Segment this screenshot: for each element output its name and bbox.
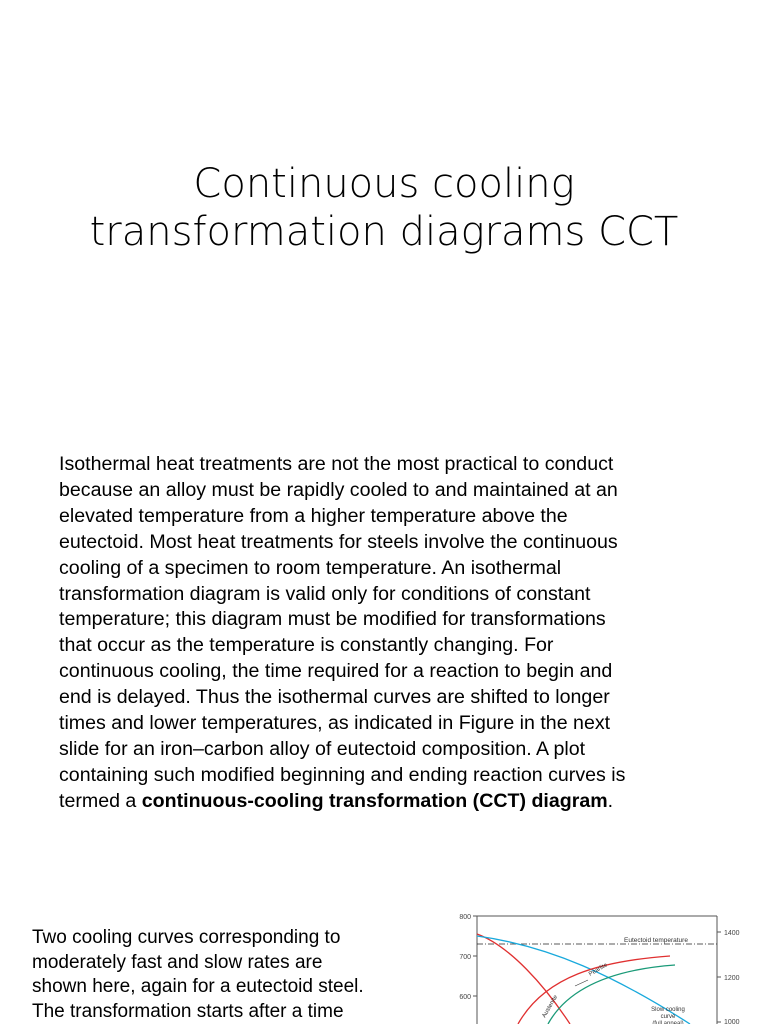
left-tick-label: 700 [459, 954, 471, 961]
right-tick-label: 1400 [724, 930, 740, 937]
body-line: that occur as the temperature is constantly changing. For [59, 634, 554, 657]
austenite-label: Austenite [541, 994, 560, 1019]
body-line: Isothermal heat treatments are not the most practical to conduct [59, 453, 614, 475]
red-start-curve [518, 956, 670, 1024]
body-paragraph [59, 452, 711, 815]
slide-title-line-1: Continuous cooling [193, 161, 575, 207]
cct-diagram-svg [430, 906, 760, 1024]
body-line: end is delayed. Thus the isothermal curves are shifted to longer [59, 686, 610, 709]
body-line: eutectoid. Most heat treatments for steels involve the continuous [59, 530, 618, 553]
left-tick-label: 600 [459, 994, 471, 1001]
right-tick-label: 1000 [724, 1019, 740, 1024]
body-line: cooling of a specimen to room temperature. An isothermal [59, 556, 562, 579]
red-cooling-curve [477, 934, 570, 1024]
cct-term-bold: continuous-cooling transformation (CCT) diagram [141, 789, 608, 812]
body-line: containing such modified beginning and ending reaction curves is [59, 763, 626, 786]
lower-line: Two cooling curves corresponding to [32, 927, 341, 948]
lower-line: moderately fast and slow rates are [32, 951, 323, 973]
body-line: because an alloy must be rapidly cooled to and maintained at an [59, 478, 618, 501]
left-tick-label: 800 [459, 914, 471, 921]
pearlite-arrow [575, 980, 588, 986]
body-line: transformation diagram is valid only for conditions of constant [59, 582, 591, 605]
body-line: temperature; this diagram must be modified for transformations [59, 608, 606, 631]
pearlite-label: Pearlite [588, 962, 609, 978]
body-last-suffix: . [607, 789, 614, 812]
eutectoid-label: Eutectoid temperature [624, 937, 688, 944]
slow-cooling-label-line: Slow cooling [651, 1007, 685, 1013]
body-last-prefix: termed a [59, 789, 142, 812]
right-tick-label: 1200 [724, 975, 740, 982]
lower-paragraph [32, 926, 422, 1024]
slow-cooling-label-line: (full anneal) [652, 1021, 684, 1024]
slide-title-line-2: transformation diagrams CCT [89, 209, 679, 255]
green-finish-curve [548, 965, 675, 1024]
lower-line: The transformation starts after a time [32, 1000, 344, 1022]
lower-line: shown here, again for a eutectoid steel. [32, 976, 364, 998]
body-line: times and lower temperatures, as indicated in Figure in the next [59, 712, 611, 735]
slow-cooling-label-line: curve [660, 1014, 676, 1020]
body-line: continuous cooling, the time required for a reaction to begin and [59, 660, 613, 683]
slide-title [40, 160, 728, 256]
body-last-line [59, 789, 711, 815]
body-line: slide for an iron–carbon alloy of eutectoid composition. A plot [59, 737, 586, 760]
cct-diagram-figure [430, 906, 760, 1029]
body-line: elevated temperature from a higher temperature above the [59, 504, 568, 527]
